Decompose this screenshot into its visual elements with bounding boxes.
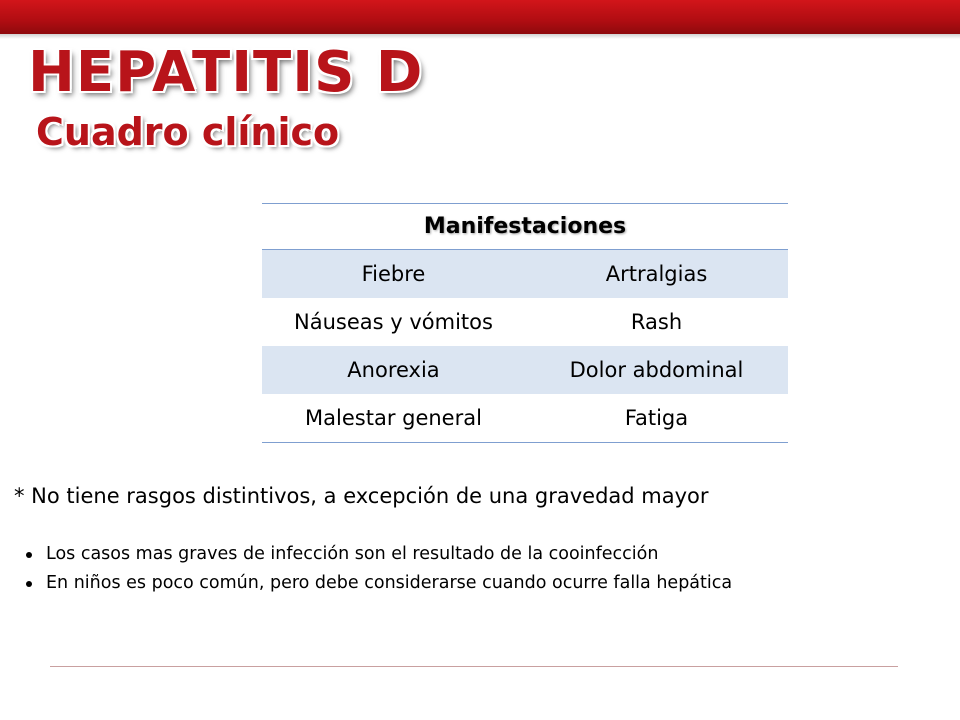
table-row [262,298,788,346]
manifestations-table [262,203,788,443]
table-header: Manifestaciones [262,204,788,250]
footnote-text: * No tiene rasgos distintivos, a excepción de una gravedad mayor [14,484,709,508]
footer-divider [50,666,898,667]
table-row [262,250,788,299]
table-cell: Náuseas y vómitos [294,310,493,334]
table-cell: Dolor abdominal [525,346,788,394]
table-cell: Rash [630,310,683,334]
bullet-icon [26,552,32,558]
bullet-list [20,540,860,598]
bullet-icon [26,581,32,587]
top-banner-shadow [0,34,960,39]
top-banner [0,0,960,34]
table-row [262,394,788,442]
list-item [20,540,860,569]
list-item [20,569,860,598]
table-header-row [262,204,788,250]
table-cell: Fatiga [624,406,689,430]
table-row [262,346,788,394]
slide-title: HEPATITIS D [28,40,424,105]
table-cell: Fiebre [262,250,525,299]
table-cell: Malestar general [305,406,482,430]
list-item-text: Los casos mas graves de infección son el resultado de la cooinfección [46,544,659,564]
slide-subtitle: Cuadro clínico [36,110,340,154]
table-cell: Artralgias [525,250,788,299]
table-cell: Anorexia [262,346,525,394]
list-item-text: En niños es poco común, pero debe considerarse cuando ocurre falla hepática [46,573,733,593]
